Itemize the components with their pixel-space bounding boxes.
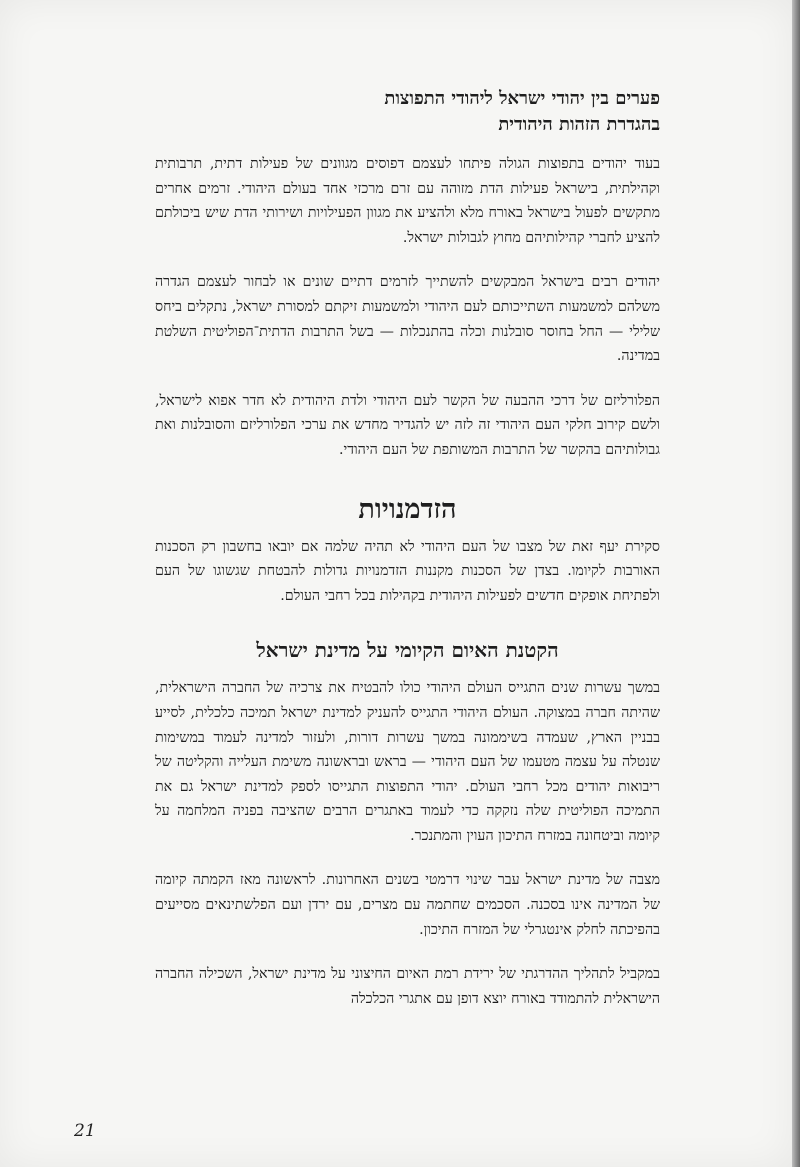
- section-title-line: פערים בין יהודי ישראל ליהודי התפוצות: [384, 88, 660, 109]
- page-number: 21: [74, 1121, 96, 1141]
- paragraph: מצבה של מדינת ישראל עבר שינוי דרמטי בשנים האחרונות. לראשונה מאז הקמתה קיומה של המדינה אינו בסכנה. הסכמים שחתמה עם מצרים, עם ירדן ועם הפלשתינאים מסייעים בהפיכתה לחלק אינטגרלי של המזרח התיכון.: [155, 872, 660, 938]
- section-title-line: בהגדרת הזהות היהודית: [498, 114, 660, 135]
- page-edge-shadow: [792, 0, 800, 1167]
- section-title-opportunities: הזדמנויות: [358, 493, 457, 525]
- paragraph: הפלורליזם של דרכי ההבעה של הקשר לעם היהודי ולדת היהודית לא חדר אפוא לישראל, ולשם קירוב חלקי העם היהודי זה לזה יש להגדיר מחדש את ערכי הפלורליזם והסובלנות ואת גבולותיהם בהקשר של התרבות המשותפת של העם היהודי.: [155, 392, 660, 458]
- section-title-threat-reduction: הקטנת האיום הקיומי על מדינת ישראל: [256, 638, 559, 663]
- paragraph: במקביל לתהליך ההדרגתי של ירידת רמת האיום החיצוני על מדינת ישראל, השכילה החברה הישראלית להתמודד באורח יוצא דופן עם אתגרי הכלכלה: [155, 966, 660, 1007]
- paragraph: במשך עשרות שנים התגייס העולם היהודי כולו להבטיח את צרכיה של החברה הישראלית, שהיתה חברה במצוקה. העולם היהודי התגייס להעניק למדינת ישראל תמיכה כלכלית, לסייע בבניין הארץ, שעמדה בשיממונה במשך עשרות דורות, ולעזור למדינה לעמוד במשימות שנטלה על עצמה מטעמו של העם היהודי — בראש ובראשונה משימת העלייה והקליטה של ריבואות יהודים מכל רחבי העולם. יהודי התפוצות התגייסו לספק למדינת ישראל גם את התמיכה הפוליטית שלה נזקקה כדי לעמוד באתגרים הרבים שהציבה בפניה המלחמה על קיומה וביטחונה במזרח התיכון העוין והמתנכר.: [155, 680, 660, 844]
- section-title-gaps: [155, 86, 660, 138]
- paragraph: סקירת יעף זאת של מצבו של העם היהודי לא תהיה שלמה אם יובאו בחשבון רק הסכנות האורבות לקיומו. בצדן של הסכנות מקננות הזדמנויות גדולות להבטחת שגשוגו של העם ולפתיחת אופקים חדשים לפעילות היהודית בקהילות בכל רחבי העולם.: [155, 538, 660, 604]
- page-content: [155, 86, 660, 1011]
- paragraph: בעוד יהודים בתפוצות הגולה פיתחו לעצמם דפוסים מגוונים של פעילות דתית, תרבותית וקהילתית, בישראל פעילות הדת מזוהה עם זרם מרכזי אחד בעולם היהודי. זרמים אחרים מתקשים לפעול בישראל באורח מלא ולהציע את מגוון הפעילויות ושירותי הדת שיש ביכולתם להציע לחברי קהילותיהם מחוץ לגבולות ישראל.: [155, 156, 660, 246]
- paragraph: יהודים רבים בישראל המבקשים להשתייך לזרמים דתיים שונים או לבחור לעצמם הגדרה משלהם למשמעות השתייכותם לעם היהודי ולמשמעות זיקתם למסורת ישראל, נתקלים ביחס שלילי — החל בחוסר סובלנות וכלה בהתנכלות — בשל התרבות הדתית־הפוליטית השלטת במדינה.: [155, 274, 660, 365]
